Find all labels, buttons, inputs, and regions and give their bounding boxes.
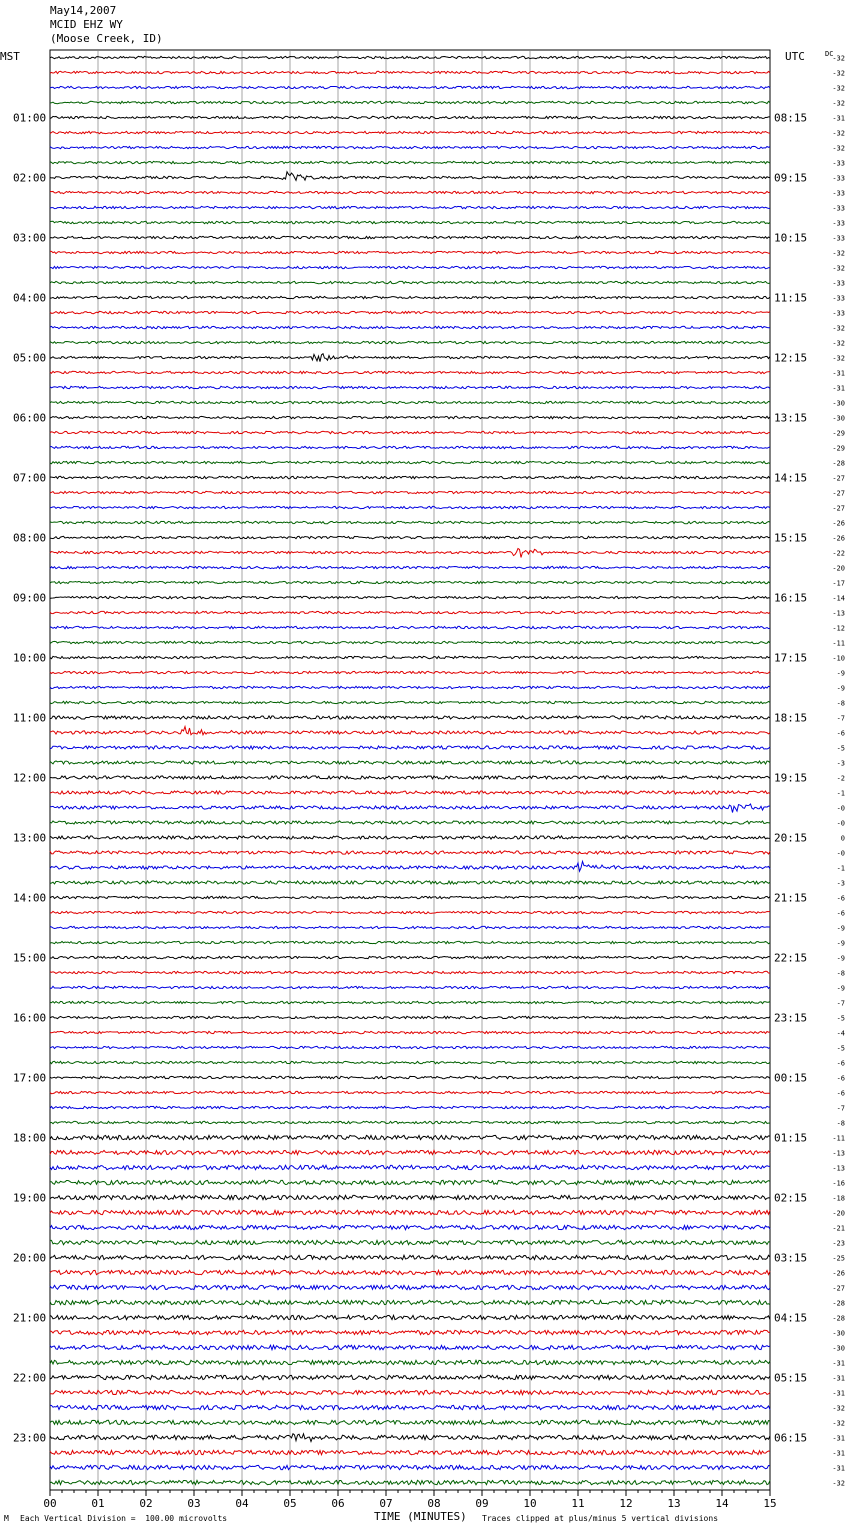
dc-offset-label: -28: [832, 459, 845, 468]
dc-labels: [832, 55, 845, 1488]
dc-offset-label: -8: [836, 1119, 845, 1128]
dc-offset-label: -32: [832, 324, 845, 333]
dc-offset-label: -16: [832, 1179, 845, 1188]
dc-offset-label: -8: [836, 699, 845, 708]
mst-hour-label: 07:00: [13, 471, 47, 485]
dc-offset-label: -9: [836, 924, 845, 933]
mst-hour-label: 18:00: [13, 1131, 47, 1145]
dc-offset-label: -30: [832, 1329, 845, 1338]
dc-offset-label: -13: [832, 1164, 845, 1173]
dc-offset-label: -5: [836, 1014, 845, 1023]
dc-offset-label: -32: [832, 264, 845, 273]
dc-offset-label: 0: [840, 834, 845, 843]
dc-offset-label: -8: [836, 969, 845, 978]
utc-hour-label: 16:15: [774, 591, 808, 605]
dc-offset-label: -20: [832, 1209, 845, 1218]
dc-offset-label: -33: [832, 219, 845, 228]
mst-axis-label: MST: [0, 50, 20, 63]
dc-offset-label: -32: [832, 1479, 845, 1488]
dc-offset-label: -32: [832, 129, 845, 138]
dc-offset-label: -25: [832, 1254, 845, 1263]
x-tick-label: 08: [427, 1497, 441, 1510]
utc-hour-label: 11:15: [774, 291, 808, 305]
x-axis-title: TIME (MINUTES): [374, 1510, 467, 1523]
dc-offset-label: -32: [832, 99, 845, 108]
mst-hour-label: 04:00: [13, 291, 47, 305]
utc-hour-label: 10:15: [774, 231, 808, 245]
mst-hour-label: 09:00: [13, 591, 47, 605]
utc-hour-label: 04:15: [774, 1311, 808, 1325]
dc-offset-label: -33: [832, 204, 845, 213]
dc-offset-label: -33: [832, 159, 845, 168]
utc-hour-label: 20:15: [774, 831, 808, 845]
dc-offset-label: -17: [832, 579, 845, 588]
dc-offset-label: -26: [832, 534, 845, 543]
dc-offset-label: -6: [836, 729, 845, 738]
mst-hour-label: 05:00: [13, 351, 47, 365]
mst-hour-label: 02:00: [13, 171, 47, 185]
dc-offset-label: -31: [832, 1464, 845, 1473]
mst-hour-label: 22:00: [13, 1371, 47, 1385]
dc-offset-label: -28: [832, 1299, 845, 1308]
utc-hour-label: 22:15: [774, 951, 808, 965]
mst-hour-label: 06:00: [13, 411, 47, 425]
x-tick-label: 14: [715, 1497, 729, 1510]
utc-hour-label: 06:15: [774, 1431, 808, 1445]
mst-labels: [13, 112, 46, 1445]
dc-offset-label: -2: [836, 774, 845, 783]
x-tick-label: 13: [667, 1497, 681, 1510]
dc-offset-label: -32: [832, 339, 845, 348]
dc-offset-label: -32: [832, 144, 845, 153]
dc-offset-label: -9: [836, 984, 845, 993]
dc-offset-label: -31: [832, 369, 845, 378]
dc-offset-label: -30: [832, 399, 845, 408]
dc-offset-label: -33: [832, 189, 845, 198]
corner-mark: M: [4, 1514, 9, 1523]
x-tick-label: 12: [619, 1497, 633, 1510]
dc-offset-label: -21: [832, 1224, 845, 1233]
dc-offset-label: -33: [832, 279, 845, 288]
dc-offset-label: -29: [832, 429, 845, 438]
utc-hour-label: 19:15: [774, 771, 808, 785]
x-tick-label: 15: [763, 1497, 777, 1510]
dc-offset-label: -31: [832, 1389, 845, 1398]
dc-offset-label: -33: [832, 294, 845, 303]
mst-hour-label: 15:00: [13, 951, 47, 965]
dc-offset-label: -11: [832, 639, 845, 648]
dc-offset-label: -32: [832, 69, 845, 78]
clip-note: Traces clipped at plus/minus 5 vertical divisions: [482, 1514, 719, 1523]
mst-hour-label: 10:00: [13, 651, 47, 665]
dc-offset-label: -11: [832, 1134, 845, 1143]
dc-offset-label: -27: [832, 1284, 845, 1293]
dc-offset-label: -10: [832, 654, 845, 663]
x-tick-label: 11: [571, 1497, 585, 1510]
dc-offset-label: -5: [836, 1044, 845, 1053]
dc-offset-label: -27: [832, 474, 845, 483]
dc-offset-label: -3: [836, 759, 845, 768]
x-tick-label: 07: [379, 1497, 393, 1510]
x-tick-label: 10: [523, 1497, 537, 1510]
dc-offset-label: -27: [832, 504, 845, 513]
dc-offset-label: -31: [832, 1374, 845, 1383]
mst-hour-label: 14:00: [13, 891, 47, 905]
dc-offset-label: -31: [832, 114, 845, 123]
mst-hour-label: 17:00: [13, 1071, 47, 1085]
dc-offset-label: -28: [832, 1314, 845, 1323]
x-tick-label: 06: [331, 1497, 345, 1510]
dc-offset-label: -3: [836, 879, 845, 888]
utc-hour-label: 14:15: [774, 471, 808, 485]
dc-offset-label: -31: [832, 384, 845, 393]
dc-offset-label: -6: [836, 1059, 845, 1068]
dc-offset-label: -31: [832, 1434, 845, 1443]
dc-offset-label: -7: [836, 1104, 845, 1113]
chart-date: May14,2007: [50, 4, 117, 17]
mst-hour-label: 12:00: [13, 771, 47, 785]
x-tick-label: 02: [139, 1497, 153, 1510]
utc-hour-label: 12:15: [774, 351, 808, 365]
utc-hour-label: 18:15: [774, 711, 808, 725]
dc-offset-label: -31: [832, 1359, 845, 1368]
dc-header-label: DC: [825, 50, 834, 58]
dc-offset-label: -14: [832, 594, 845, 603]
mst-hour-label: 08:00: [13, 531, 47, 545]
dc-offset-label: -32: [832, 1419, 845, 1428]
utc-hour-label: 02:15: [774, 1191, 808, 1205]
dc-offset-label: -20: [832, 564, 845, 573]
mst-hour-label: 23:00: [13, 1431, 47, 1445]
plot-frame: [50, 50, 770, 1490]
x-tick-label: 01: [91, 1497, 105, 1510]
dc-offset-label: -6: [836, 1074, 845, 1083]
dc-offset-label: -32: [832, 249, 845, 258]
dc-offset-label: -32: [832, 354, 845, 363]
dc-offset-label: -32: [832, 54, 845, 63]
mst-hour-label: 13:00: [13, 831, 47, 845]
dc-offset-label: -0: [836, 849, 845, 858]
dc-offset-label: -0: [836, 819, 845, 828]
scale-note: Each Vertical Division = 100.00 microvolts: [20, 1514, 228, 1523]
utc-hour-label: 03:15: [774, 1251, 808, 1265]
utc-axis-label: UTC: [785, 50, 805, 63]
dc-offset-label: -4: [836, 1029, 845, 1038]
dc-offset-label: -33: [832, 234, 845, 243]
dc-offset-label: -7: [836, 714, 845, 723]
x-tick-label: 03: [187, 1497, 201, 1510]
dc-offset-label: -1: [836, 864, 845, 873]
dc-offset-label: -33: [832, 309, 845, 318]
dc-offset-label: -26: [832, 1269, 845, 1278]
dc-offset-label: -22: [832, 549, 845, 558]
utc-hour-label: 21:15: [774, 891, 808, 905]
mst-hour-label: 19:00: [13, 1191, 47, 1205]
utc-hour-label: 09:15: [774, 171, 808, 185]
mst-hour-label: 01:00: [13, 111, 47, 125]
x-axis: [43, 1490, 776, 1510]
dc-offset-label: -6: [836, 1089, 845, 1098]
x-tick-label: 05: [283, 1497, 297, 1510]
dc-offset-label: -12: [832, 624, 845, 633]
utc-hour-label: 13:15: [774, 411, 808, 425]
dc-offset-label: -13: [832, 1149, 845, 1158]
dc-offset-label: -18: [832, 1194, 845, 1203]
dc-offset-label: -7: [836, 999, 845, 1008]
dc-offset-label: -9: [836, 939, 845, 948]
x-tick-label: 09: [475, 1497, 489, 1510]
utc-hour-label: 01:15: [774, 1131, 808, 1145]
dc-offset-label: -30: [832, 414, 845, 423]
utc-labels: [774, 112, 807, 1445]
dc-offset-label: -9: [836, 954, 845, 963]
dc-offset-label: -0: [836, 804, 845, 813]
utc-hour-label: 00:15: [774, 1071, 808, 1085]
dc-offset-label: -31: [832, 1449, 845, 1458]
mst-hour-label: 16:00: [13, 1011, 47, 1025]
dc-offset-label: -9: [836, 669, 845, 678]
dc-offset-label: -6: [836, 909, 845, 918]
dc-offset-label: -9: [836, 684, 845, 693]
dc-offset-label: -1: [836, 789, 845, 798]
utc-hour-label: 17:15: [774, 651, 808, 665]
mst-hour-label: 21:00: [13, 1311, 47, 1325]
dc-offset-label: -32: [832, 84, 845, 93]
x-tick-label: 00: [43, 1497, 57, 1510]
x-tick-label: 04: [235, 1497, 249, 1510]
utc-hour-label: 08:15: [774, 111, 808, 125]
dc-offset-label: -27: [832, 489, 845, 498]
dc-offset-label: -30: [832, 1344, 845, 1353]
mst-hour-label: 03:00: [13, 231, 47, 245]
dc-offset-label: -33: [832, 174, 845, 183]
dc-offset-label: -32: [832, 1404, 845, 1413]
station-code: MCID EHZ WY: [50, 18, 123, 31]
dc-offset-label: -13: [832, 609, 845, 618]
utc-hour-label: 23:15: [774, 1011, 808, 1025]
dc-offset-label: -29: [832, 444, 845, 453]
mst-hour-label: 20:00: [13, 1251, 47, 1265]
dc-offset-label: -23: [832, 1239, 845, 1248]
station-location: (Moose Creek, ID): [50, 32, 163, 45]
dc-offset-label: -6: [836, 894, 845, 903]
dc-offset-label: -26: [832, 519, 845, 528]
utc-hour-label: 05:15: [774, 1371, 808, 1385]
dc-offset-label: -5: [836, 744, 845, 753]
utc-hour-label: 15:15: [774, 531, 808, 545]
mst-hour-label: 11:00: [13, 711, 47, 725]
